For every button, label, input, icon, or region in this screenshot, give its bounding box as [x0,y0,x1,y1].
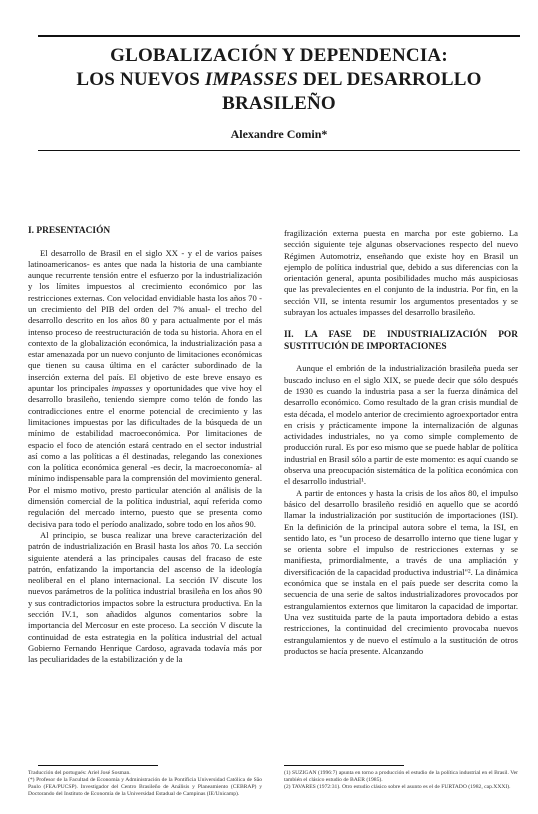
footnotes-right [284,770,518,791]
footnote-rule-left [38,765,158,766]
footnote: (2) TAVARES (1972:31). Otro estudio clásico sobre el asunto es el de FURTADO (1982, cap.XXXI). [284,784,511,790]
footnote-rule-right [284,765,404,766]
right-column [284,228,518,657]
italic-term: impasses [111,383,143,394]
section-heading-industrializacion: II. LA FASE DE INDUSTRIALIZACIÓN POR SUSTITUCIÓN DE IMPORTACIONES [284,330,518,352]
paragraph-text: y oportunidades que vive hoy el desarrollo brasileño, teniendo siempre como telón de fondo las contradicciones entre el enorme potencial de crecimiento y las limitaciones impuestas por las dificultades de la búsqueda de un mínimo de estabilidad macroeconómica. Por limitaciones de espacio el foco de atención estará centrado en el sector industrial así como a las políticas a él destinadas, relegando las conexiones con la política económica general -es decir, la macroeconomía- al mínimo indispensable para la comprensión del movimiento general. Por el mismo motivo, presto particular atención al análisis de la dimensión comercial de la política industrial, aquí referida como regulación del mercado interno, puesto que se presenta como decisiva para todo el período analizado, sobre todo en los años 90. [28,383,262,529]
paragraph [28,248,262,530]
paragraph-text: El desarrollo de Brasil en el siglo XX - y el de varios países latinoamericanos- es antes que nada la historia de una cambiante aunque recurrente tensión entre el esfuerzo por la industrialización y los límites impuestos al crecimiento económico por las restricciones externas. Con velocidad envidiable hasta los años 70 -un crecimiento del PIB del orden del 7% anual- el trecho del desarrollo descrito en los años 80 y para actualmente por el más intenso proceso de reestructuración de toda su historia. Ahora en el contexto de la globalización económica, la industrialización pasa a estar amenazada por un nuevo conjunto de limitaciones económicas que tienen su causa última en el carácter subordinado de la inserción externa del país. El objetivo de este breve ensayo es apuntar los principales [28,247,262,394]
title-line-2-pre: LOS NUEVOS [76,69,205,90]
paragraph: fragilización externa puesta en marcha por este gobierno. La sección siguiente teje algunas observaciones respecto del nuevo Régimen Automotriz, enseñando que existe hoy en Brasil un ejemplo de política industrial que, debido a sus diferencias con la orientación general, apunta posibilidades mucho más auspiciosas que las prevalecientes en el conjunto de la industria. Por fin, en la sección VII, se intenta resumir los argumentos presentados y se subrayan los actuales impasses del desarrollo brasileño. [284,228,518,318]
title-line-2 [38,68,520,92]
title-italic-word: IMPASSES [204,69,299,90]
footnote: Traducción del portugués: Ariel José Sosman. [28,770,131,776]
section-heading-presentacion: I. PRESENTACIÓN [28,226,111,236]
title-line-3: BRASILEÑO [222,93,336,114]
article-title [38,44,520,116]
author-name: Alexandre Comin* [230,127,328,141]
title-line-2-post: DEL DESARROLLO [298,69,482,90]
paragraph: Aunque el embrión de la industrialización brasileña pueda ser buscado incluso en el siglo XIX, se puede decir que sólo después de 1930 es cuando la industria pasa a ser la fuerza dinámica del desarrollo económico. Como resultado de la gran crisis mundial de esta década, el modelo anterior de crecimiento agroexportador entra en crisis y prácticamente impone la internalización de algunas actividades industriales, no ya como simple complemento de producción rural. Es por eso mismo que se puede hablar de política industrial en Brasil sólo a partir de este momento: es aquí cuando se observa una preocupación sistemática de la política económica con el desarrollo industrial¹. [284,363,518,487]
paragraph: A partir de entonces y hasta la crisis de los años 80, el impulso básico del desarrollo brasileño residió en aquello que se acordó llamar la industrialización por sustitución de importaciones (ISI). En la definición de la principal autora sobre el tema, la ISI, en sentido lato, es "un proceso de desarrollo interno que tiene lugar y se orienta sobre el impulso de restricciones externas y se manifiesta, primordialmente, a través de una ampliación y diversificación de la capacidad productiva industrial"². La dinámica económica que se instala en el país puede ser descrita como la secuencia de una serie de saltos industrializadores provocados por estrangulamientos externos que limitaron la capacidad de importar. Una vez sustituida parte de la pauta importadora debido a estas restricciones, la continuidad del crecimiento provocaba nuevos estrangulamientos y de nuevo el estímulo a la sustitución de otros productos se hacía presente. Alcanzando [284,487,518,656]
top-rule [38,35,520,37]
title-line-1: GLOBALIZACIÓN Y DEPENDENCIA: [110,45,448,66]
footnote: (*) Profesor de la Facultad de Economía y Administración de la Pontificia Universidad Católica de São Paulo (FEA/PUCSP). Investigador del Centro Brasileño de Análisis y Planeamiento (CEBRAP) y Doctorando del Instituto de Economía de la Universidad Estadual de Campinas (IE/Unicamp). [28,777,262,797]
paragraph: Al principio, se busca realizar una breve caracterización del patrón de industrialización en Brasil hasta los años 70. La sección siguiente atenderá a las principales causas del fracaso de este patrón, enfatizando la importancia del ascenso de la ideología neoliberal en el plano internacional. La sección IV discute los nuevos parámetros de la política industrial brasileña en los años 90 y sus contradictorios impactos sobre la estructura productiva. En la sección IV.1, son añadidos algunos comentarios sobre la importancia del Mercosur en este proceso. La sección V discute la continuidad de esta estrategia en la política industrial del actual Gobierno Fernando Henrique Cardoso, agravada todavía más por las peculiaridades de la estabilización y de la [28,529,262,665]
footnotes-left [28,770,262,798]
footnote: (1) SUZIGAN (1996:7) apunta en torno a producción el estudio de la política industrial en el Brasil. Ver también el clásico estudio de BAER (1985). [284,770,518,783]
left-column [28,226,262,665]
header-rule [38,150,520,151]
